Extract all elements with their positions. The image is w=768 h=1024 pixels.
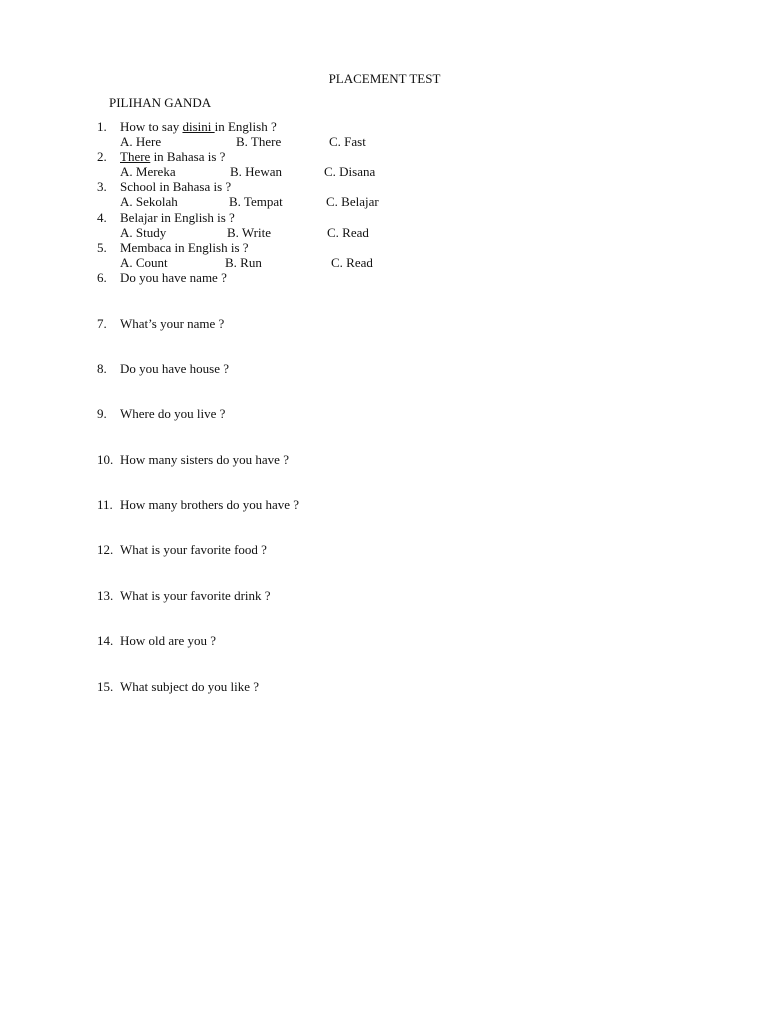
question-text — [120, 119, 277, 134]
answer-option: A. Mereka — [120, 164, 176, 179]
question-text: What’s your name ? — [120, 316, 225, 331]
question-row — [97, 270, 227, 286]
question-text: What subject do you like ? — [120, 679, 259, 694]
question-number: 3. — [97, 179, 107, 194]
question-row — [97, 119, 277, 135]
question-number: 7. — [97, 316, 107, 331]
question-text — [120, 240, 249, 255]
question-text-part: School in Bahasa is ? — [120, 179, 232, 194]
question-text: How many sisters do you have ? — [120, 452, 289, 467]
question-text: How many brothers do you have ? — [120, 497, 300, 512]
answer-option: B. Tempat — [229, 194, 283, 209]
question-number: 6. — [97, 270, 107, 285]
question-row — [97, 452, 289, 468]
question-text-part: How to say — [120, 119, 183, 134]
question-text-part: in English ? — [214, 119, 277, 134]
question-row — [97, 361, 229, 377]
answer-option: B. Hewan — [230, 164, 282, 179]
answer-option: B. Run — [225, 255, 262, 270]
question-text: Where do you live ? — [120, 406, 226, 421]
underlined-word: There — [120, 149, 151, 164]
answer-option: C. Fast — [329, 134, 366, 149]
question-row — [97, 542, 267, 558]
question-number: 14. — [97, 633, 114, 648]
question-number: 2. — [97, 149, 107, 164]
answer-option: A. Sekolah — [120, 194, 178, 209]
page-title — [0, 71, 768, 87]
question-row — [97, 679, 259, 695]
question-row — [97, 179, 231, 195]
section-heading: PILIHAN GANDA — [109, 95, 212, 110]
question-number: 13. — [97, 588, 114, 603]
question-row — [97, 210, 235, 226]
answer-option: B. Write — [227, 225, 272, 240]
question-text — [120, 210, 235, 225]
question-text: What is your favorite food ? — [120, 542, 267, 557]
question-text: Do you have name ? — [120, 270, 227, 285]
question-number: 10. — [97, 452, 114, 467]
question-row — [97, 316, 224, 332]
question-number: 9. — [97, 406, 107, 421]
answer-option: C. Read — [331, 255, 373, 270]
answer-option: C. Read — [327, 225, 369, 240]
question-text-part: Belajar in English is ? — [120, 210, 235, 225]
answer-option: C. Disana — [324, 164, 376, 179]
question-number: 1. — [97, 119, 107, 134]
question-row — [97, 588, 271, 604]
question-text — [120, 149, 225, 164]
question-number: 12. — [97, 542, 114, 557]
page-title-text: PLACEMENT TEST — [328, 71, 441, 86]
question-row — [97, 149, 225, 165]
question-number: 8. — [97, 361, 107, 376]
question-row — [97, 406, 225, 422]
question-text-part: Membaca in English is ? — [120, 240, 249, 255]
question-number: 5. — [97, 240, 107, 255]
answer-option: A. Count — [120, 255, 168, 270]
question-text — [120, 179, 231, 194]
answer-option: A. Here — [120, 134, 162, 149]
question-text: Do you have house ? — [120, 361, 230, 376]
question-number: 15. — [97, 679, 114, 694]
question-row — [97, 633, 216, 649]
question-text: How old are you ? — [120, 633, 217, 648]
answer-option: C. Belajar — [326, 194, 379, 209]
question-row — [97, 240, 249, 256]
question-number: 11. — [97, 497, 113, 512]
answer-option: A. Study — [120, 225, 167, 240]
answer-option: B. There — [236, 134, 282, 149]
underlined-word: disini — [182, 119, 215, 134]
question-number: 4. — [97, 210, 107, 225]
question-row — [97, 497, 299, 513]
question-text: What is your favorite drink ? — [120, 588, 271, 603]
question-text-part: in Bahasa is ? — [150, 149, 226, 164]
